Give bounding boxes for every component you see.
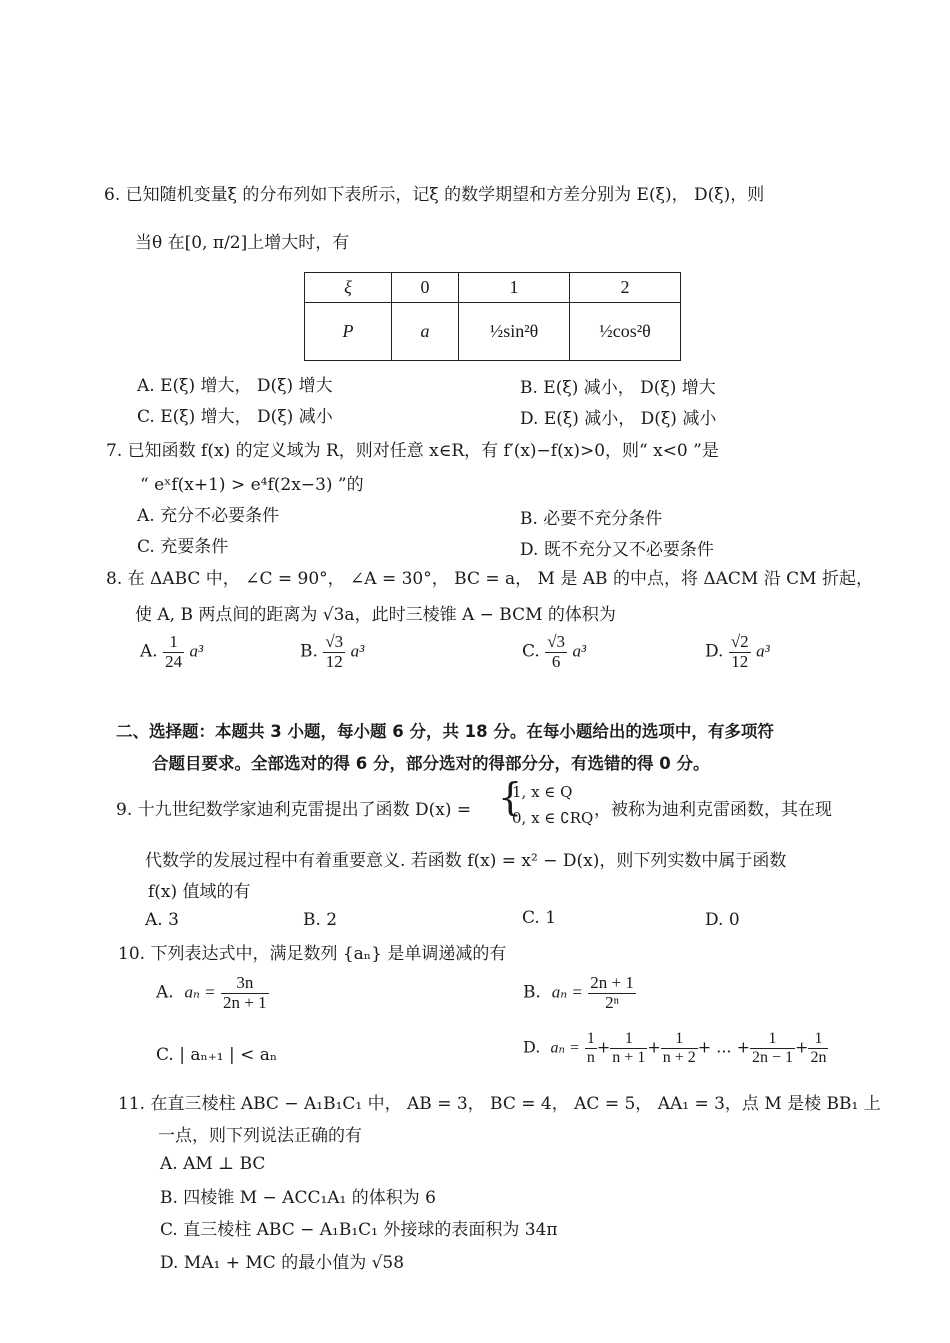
q10-option-d: D. aₙ = $\frac{1}{n}$ + $\frac{1}{n + 1}$ + $\frac{1}{n + 2}$ + ... + $\frac{1}{2n - 1}$ + $\frac{1}{2n}$ [523,1030,827,1066]
table-cell-cos: ½cos²θ [570,303,681,361]
q8-option-a-label: A. [140,641,158,662]
q10-a-num: 3n [221,974,269,994]
q8-option-c-label: C. [522,641,540,662]
q10-d-t5-num: 1 [808,1030,828,1049]
q9-option-b: B. 2 [303,910,338,930]
q9-option-c: C. 1 [522,908,557,928]
q10-stem: 10. 下列表达式中，满足数列 {aₙ} 是单调递减的有 [118,944,507,964]
q6-option-d: D. E(ξ) 减小， D(ξ) 减小 [520,409,717,429]
q10-d-t3-den: n + 2 [662,1048,696,1066]
q10-d-t3-num: 1 [661,1030,698,1049]
q10-option-b [523,974,636,1012]
q10-b-lhs: aₙ = [551,982,583,1002]
q11-stem-line1: 11. 在直三棱柱 ABC − A₁B₁C₁ 中， AB = 3， BC = 4， AC = 5， AA₁ = 3，点 M 是棱 BB₁ 上 [118,1094,881,1114]
q7-stem-line2: “ eˣf(x+1) > e⁴f(2x−3) ”的 [140,475,364,495]
q8-a-den: 24 [165,651,183,671]
q10-d-t2-den: n + 1 [612,1048,646,1066]
section2-heading-line1: 二、选择题：本题共 3 小题，每小题 6 分，共 18 分。在每小题给出的选项中，有多项符 [116,722,774,741]
q8-option-b-label: B. [300,641,318,662]
q10-option-c: C. | aₙ₊₁ | < aₙ [156,1045,278,1065]
q9-stem-line2: 代数学的发展过程中有着重要意义. 若函数 f(x) = x² − D(x)，则下列实数中属于函数 [145,851,787,871]
q8-stem-line1: 8. 在 ΔABC 中， ∠C = 90°， ∠A = 30°， BC = a， M 是 AB 的中点，将 ΔACM 沿 CM 折起， [106,569,873,589]
q8-option-d [705,633,770,671]
q7-option-b: B. 必要不充分条件 [520,509,663,529]
q8-option-c [522,633,586,671]
table-cell-sin: ½sin²θ [459,303,570,361]
q6-distribution-table [304,272,681,361]
q9-brace: { [498,775,523,819]
q6-option-a: A. E(ξ) 增大， D(ξ) 增大 [137,376,333,396]
q11-option-a: A. AM ⊥ BC [160,1154,266,1174]
q8-c-num: √3 [547,632,566,651]
q9-option-a: A. 3 [145,910,179,930]
q7-option-d: D. 既不充分又不必要条件 [520,540,714,560]
q8-c-tail: a³ [572,641,587,661]
table-cell-a: a [392,303,459,361]
q9-stem-line3: f(x) 值域的有 [148,882,251,902]
q6-stem-line2: 当θ 在[0, π/2]上增大时，有 [135,233,350,253]
q10-d-label: D. [523,1037,541,1057]
q8-option-a [140,633,203,671]
q6-option-b: B. E(ξ) 减小， D(ξ) 增大 [520,378,716,398]
q10-d-t2-num: 1 [610,1030,647,1049]
table-cell-p: P [305,303,392,361]
q7-stem-line1: 7. 已知函数 f(x) 的定义域为 R，则对任意 x∈R，有 f′(x)−f(x)>0，则“ x<0 ”是 [106,441,719,461]
q8-b-tail: a³ [350,641,365,661]
q6-stem-line1: 6. 已知随机变量ξ 的分布列如下表所示，记ξ 的数学期望和方差分别为 E(ξ)， D(ξ)，则 [104,185,765,205]
q8-b-num: √3 [325,632,344,651]
q9-stem-line1a: 9. 十九世纪数学家迪利克雷提出了函数 D(x) = [116,800,472,820]
q9-case2: 0, x ∈ ∁RQ [512,809,594,827]
q8-c-den: 6 [551,651,561,671]
q8-stem-line2: 使 A, B 两点间的距离为 √3a，此时三棱锥 A − BCM 的体积为 [135,605,616,625]
q10-d-lhs: aₙ = [550,1039,580,1057]
q10-d-t4-den: 2n − 1 [752,1048,794,1066]
q10-a-lhs: aₙ = [184,982,216,1002]
table-header-2: 2 [570,273,681,303]
table-header-0: 0 [392,273,459,303]
q10-d-t4-num: 1 [750,1030,795,1049]
q11-stem-line2: 一点，则下列说法正确的有 [158,1126,362,1146]
q8-option-d-label: D. [705,641,724,662]
q10-b-label: B. [523,982,541,1003]
q10-b-num: 2n + 1 [590,973,634,992]
q9-stem-line1b: ，被称为迪利克雷函数，其在现 [594,800,832,820]
q10-a-den: 2n + 1 [223,992,267,1012]
q7-option-c: C. 充要条件 [137,537,229,557]
q11-option-c: C. 直三棱柱 ABC − A₁B₁C₁ 外接球的表面积为 34π [160,1220,558,1240]
q7-option-a: A. 充分不必要条件 [137,506,280,526]
q10-a-label: A. [156,982,174,1003]
q10-d-t1-den: n [586,1048,595,1066]
q10-b-den: 2ⁿ [605,992,619,1012]
q8-a-num: 1 [163,633,184,653]
q10-d-ellipsis: + ... + [697,1037,751,1057]
q6-option-c: C. E(ξ) 增大， D(ξ) 减小 [137,407,333,427]
q11-option-d: D. MA₁ + MC 的最小值为 √58 [160,1253,405,1273]
table-header-1: 1 [459,273,570,303]
q10-d-t1-num: 1 [586,1030,595,1047]
q8-option-b [300,633,364,671]
q8-d-num: √2 [730,632,749,651]
q10-d-t5-den: 2n [810,1048,827,1066]
q8-d-den: 12 [731,651,749,671]
q10-option-a [156,974,269,1012]
q11-option-b: B. 四棱锥 M − ACC₁A₁ 的体积为 6 [160,1188,436,1208]
q9-option-d: D. 0 [705,910,740,930]
q8-b-den: 12 [325,651,343,671]
q9-case1: 1, x ∈ Q [512,783,573,801]
table-header-xi: ξ [305,273,392,303]
section2-heading-line2: 合题目要求。全部选对的得 6 分，部分选对的得部分分，有选错的得 0 分。 [152,754,710,773]
q8-d-tail: a³ [756,641,770,661]
q8-a-tail: a³ [189,641,204,661]
